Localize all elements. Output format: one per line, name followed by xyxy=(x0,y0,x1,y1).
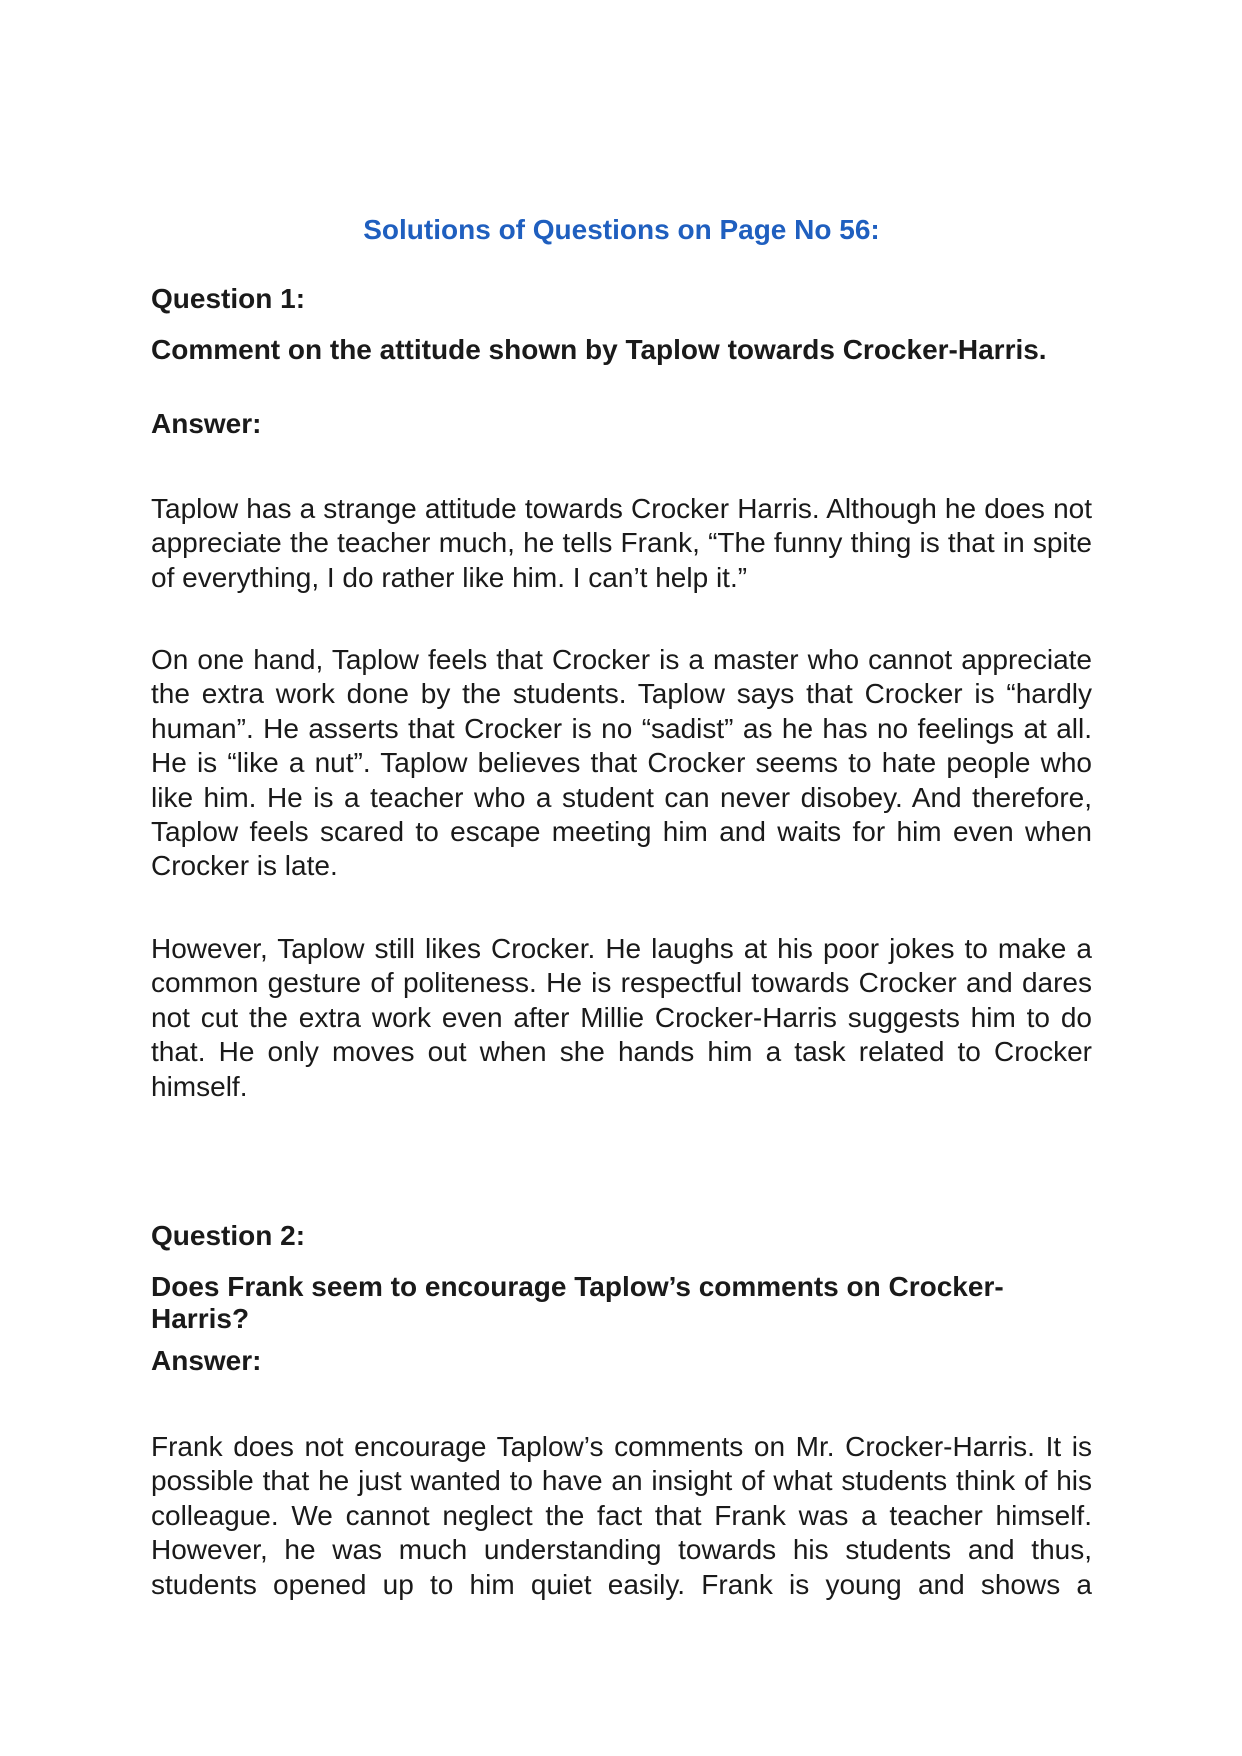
question-2-text: Does Frank seem to encourage Taplow’s comments on Crocker-Harris? xyxy=(151,1271,1004,1334)
question-1-answer-label: Answer: xyxy=(151,408,262,439)
question-1-answer-paragraph-3: However, Taplow still likes Crocker. He laughs at his poor jokes to make a common gesture of politeness. He is respectful towards Crocker and dares not cut the extra work even after Millie Crocker-Harris suggests him to do that. He only moves out when she hands him a task related to Crocker himself. xyxy=(151,933,1092,1102)
question-1-text: Comment on the attitude shown by Taplow towards Crocker-Harris. xyxy=(151,334,1047,365)
question-2-answer-label: Answer: xyxy=(151,1345,262,1376)
page-title: Solutions of Questions on Page No 56: xyxy=(363,214,880,245)
question-1-answer-paragraph-1: Taplow has a strange attitude towards Crocker Harris. Although he does not appreciate the teacher much, he tells Frank, “The funny thing is that in spite of everything, I do rather like him. I can’t help it.” xyxy=(151,493,1092,593)
question-2-label: Question 2: xyxy=(151,1220,306,1251)
question-2-answer-paragraph-1: Frank does not encourage Taplow’s comments on Mr. Crocker-Harris. It is possible that he just wanted to have an insight of what students think of his colleague. We cannot neglect the fact that Frank was a teacher himself. However, he was much understanding towards his students and thus, students opened up to him quiet easily. Frank is young and shows a xyxy=(151,1431,1092,1600)
question-1-label: Question 1: xyxy=(151,283,306,314)
question-1-answer-paragraph-2: On one hand, Taplow feels that Crocker is a master who cannot appreciate the extra work done by the students. Taplow says that Crocker is “hardly human”. He asserts that Crocker is no “sadist” as he has no feelings at all. He is “like a nut”. Taplow believes that Crocker seems to hate people who like him. He is a teacher who a student can never disobey. And therefore, Taplow feels scared to escape meeting him and waits for him even when Crocker is late. xyxy=(151,644,1092,882)
